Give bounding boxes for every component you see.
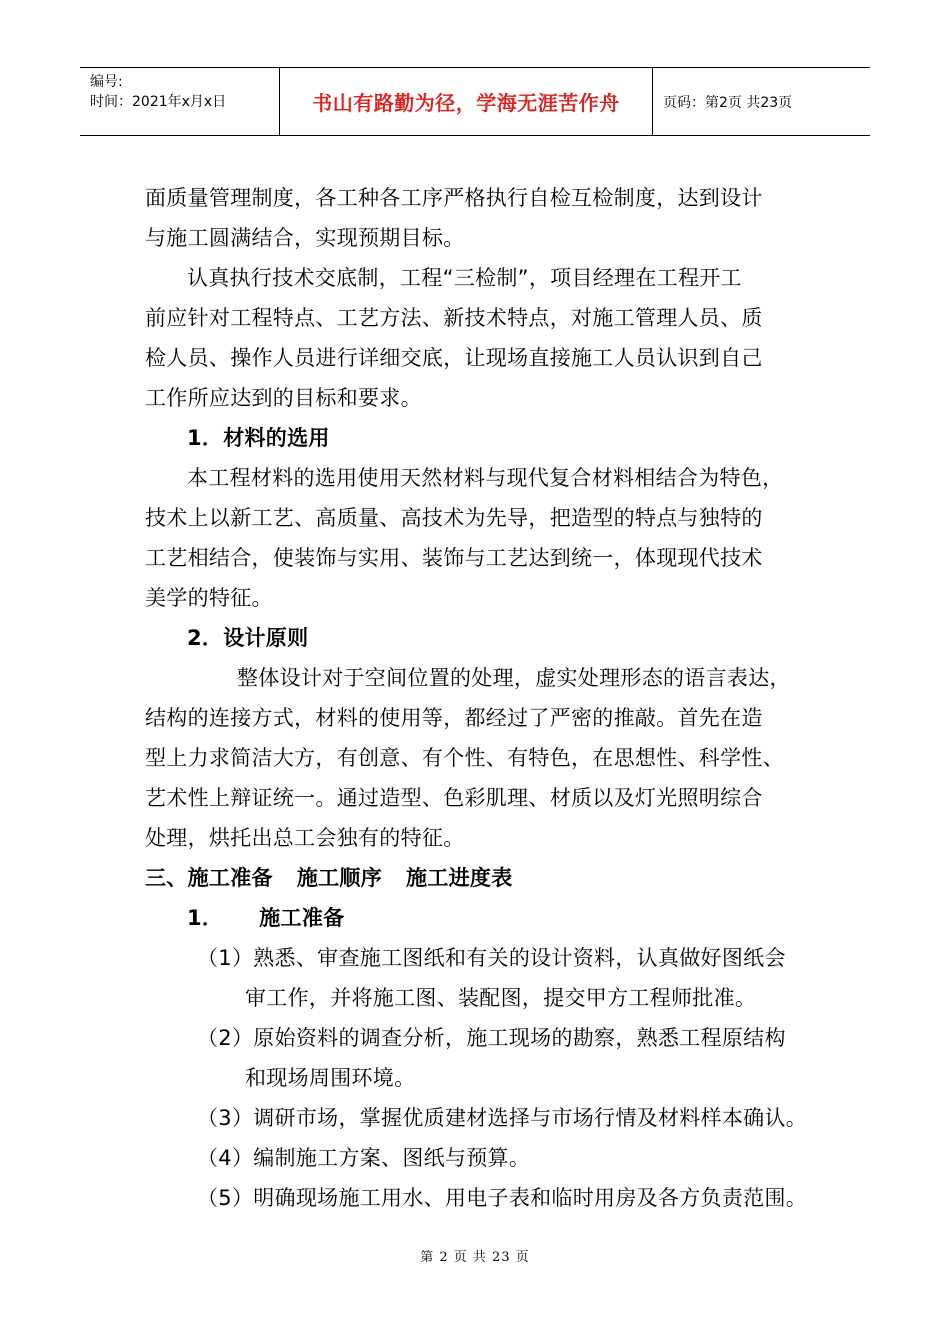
paragraph-line: 面质量管理制度，各工种各工序严格执行自检互检制度，达到设计 (145, 186, 763, 210)
list-item: （3）调研市场，掌握优质建材选择与市场行情及材料样本确认。 (197, 1106, 808, 1130)
header-meta (80, 68, 280, 135)
heading-design-principles: 2．设计原则 (187, 626, 309, 650)
section-heading-part: 三、施工准备 (145, 866, 273, 890)
paragraph-line: 前应针对工程特点、工艺方法、新技术特点，对施工管理人员、质 (145, 306, 763, 330)
page-header (80, 67, 870, 136)
subheading-number: 1． (187, 906, 224, 930)
paragraph-line: 检人员、操作人员进行详细交底，让现场直接施工人员认识到自己 (145, 346, 763, 370)
page-footer: 第 2 页 共 23 页 (420, 1250, 530, 1265)
list-item: （5）明确现场施工用水、用电子表和临时用房及各方负责范围。 (197, 1186, 808, 1210)
subheading-title: 施工准备 (259, 906, 345, 930)
list-item-continuation: 和现场周围环境。 (245, 1066, 416, 1090)
header-page-info: 页码：第2页 共23页 (663, 94, 793, 111)
paragraph-line: 技术上以新工艺、高质量、高技术为先导，把造型的特点与独特的 (145, 506, 763, 530)
header-motto-cell (280, 68, 653, 135)
paragraph-line: 与施工圆满结合，实现预期目标。 (145, 226, 465, 250)
header-page-info-cell (653, 68, 870, 135)
paragraph-line: 本工程材料的选用使用天然材料与现代复合材料相结合为特色， (187, 466, 784, 490)
list-item: （4）编制施工方案、图纸与预算。 (197, 1146, 531, 1170)
paragraph-line: 结构的连接方式，材料的使用等，都经过了严密的推敲。首先在造 (145, 706, 763, 730)
paragraph-line: 处理，烘托出总工会独有的特征。 (145, 826, 465, 850)
document-body (145, 178, 825, 1218)
list-item: （2）原始资料的调查分析，施工现场的勘察，熟悉工程原结构 (197, 1026, 786, 1050)
subheading-construction-prep (145, 898, 825, 938)
paragraph-line: 艺术性上辩证统一。通过造型、色彩肌理、材质以及灯光照明综合 (145, 786, 763, 810)
section-heading-part: 施工顺序 (296, 866, 383, 890)
paragraph-line: 美学的特征。 (145, 586, 273, 610)
header-motto: 书山有路勤为径，学海无涯苦作舟 (312, 91, 620, 115)
heading-materials: 1．材料的选用 (187, 426, 330, 450)
list-item-continuation: 审工作，并将施工图、装配图，提交甲方工程师批准。 (245, 986, 757, 1010)
paragraph-line: 认真执行技术交底制，工程“三检制”，项目经理在工程开工 (187, 266, 742, 290)
paragraph-line: 整体设计对于空间位置的处理，虚实处理形态的语言表达， (237, 666, 791, 690)
document-date: 时间：2021年x月x日 (90, 94, 227, 110)
list-item: （1）熟悉、审查施工图纸和有关的设计资料，认真做好图纸会 (197, 946, 786, 970)
section-heading-part: 施工进度表 (406, 866, 513, 890)
document-number-label: 编号: (90, 74, 123, 90)
paragraph-line: 工艺相结合，使装饰与实用、装饰与工艺达到统一，体现现代技术 (145, 546, 763, 570)
paragraph-line: 工作所应达到的目标和要求。 (145, 386, 422, 410)
section-heading-3 (145, 858, 825, 898)
paragraph-line: 型上力求简洁大方，有创意、有个性、有特色，在思想性、科学性、 (145, 746, 784, 770)
